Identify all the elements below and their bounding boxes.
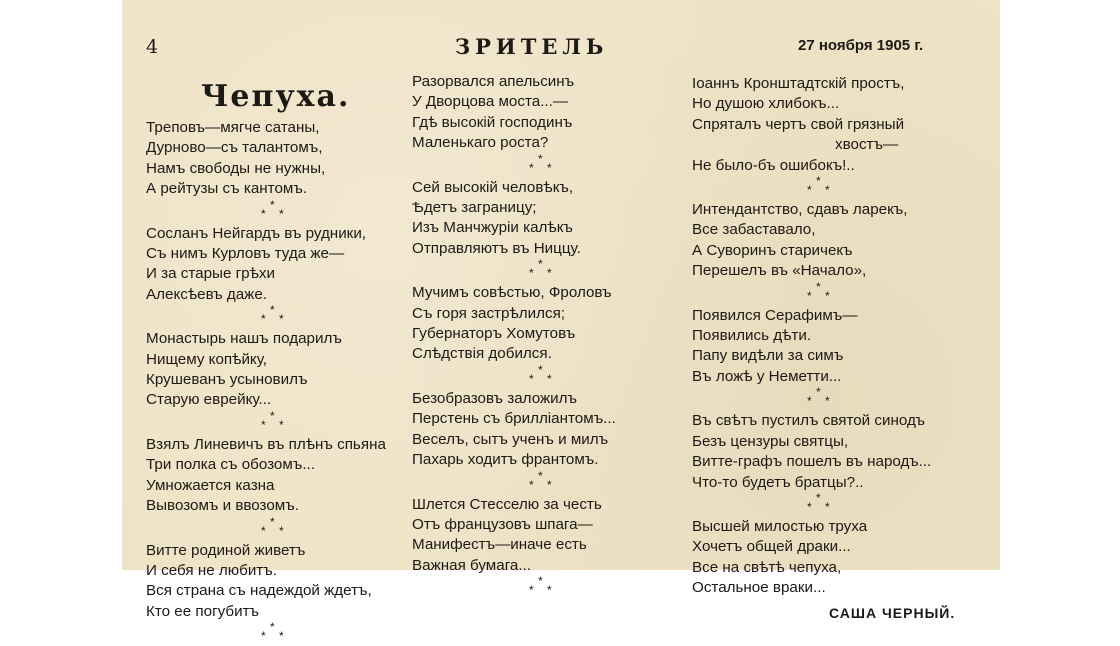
stanza-separator: * * * [261, 303, 284, 327]
stanza [412, 389, 682, 471]
verse-line: Разорвался апельсинъ [412, 73, 575, 90]
verse-line: хвостъ— [835, 136, 899, 154]
stanza-separator: * * * [261, 408, 284, 432]
verse-line: Съ нимъ Курловъ туда же— [146, 245, 345, 263]
verse-line: Вывозомъ и ввозомъ. [146, 497, 299, 515]
stanza-separator: * * * [261, 197, 284, 221]
verse-line: Перешелъ въ «Начало», [692, 262, 867, 280]
column-3 [692, 74, 992, 623]
verse-line: Витте родиной живетъ [146, 541, 306, 559]
verse-line: Высшей милостью труха [692, 517, 868, 535]
verse-line: Не было-бъ ошибокъ!.. [692, 156, 855, 174]
column-2 [412, 72, 682, 600]
stanza-separator: * * * [807, 279, 830, 303]
stanza-separator: * * * [807, 174, 830, 198]
stanza [412, 283, 682, 365]
stanza-separator: * * * [529, 574, 552, 598]
verse-line: Интендантство, сдавъ ларекъ, [692, 201, 908, 219]
verse-line: Сосланъ Нейгардъ въ рудники, [146, 224, 367, 242]
verse-line: Съ горя застрѣлился; [412, 304, 566, 322]
stanza-separator: * * * [529, 151, 552, 175]
stanza-separator: * * * [807, 490, 830, 514]
verse-line: Спряталъ чертъ свой грязный [692, 115, 905, 133]
stanza [692, 517, 992, 599]
stanza [146, 435, 406, 517]
verse-line: Нищему копѣйку, [146, 350, 268, 368]
verse-line: Веселъ, сытъ ученъ и милъ [412, 430, 609, 448]
verse-line: Алексѣевъ даже. [146, 285, 268, 303]
page-number: 4 [146, 36, 159, 58]
verse-line: Отъ французовъ шпага— [412, 515, 593, 533]
verse-line: Вся страна съ надеждой ждетъ, [146, 582, 372, 600]
verse-line: Мучимъ совѣстью, Фроловъ [412, 284, 612, 302]
stanza [692, 411, 992, 493]
verse-line: Но душою хлибокъ... [692, 95, 840, 113]
verse-line: Въ свѣтъ пустилъ святой синодъ [692, 412, 925, 430]
stanza-separator: * * * [261, 620, 284, 644]
verse-line: Витте-графъ пошелъ въ народъ... [692, 453, 932, 471]
verse-line: Все забаставало, [692, 221, 816, 239]
verse-line: Дурново—съ талантомъ, [146, 139, 323, 157]
verse-line: Перстень съ брилліантомъ... [412, 410, 616, 428]
verse-line: Старую еврейку... [146, 391, 272, 409]
stanza [146, 224, 406, 306]
verse-line: Намъ свободы не нужны, [146, 159, 326, 177]
verse-line: Взялъ Линевичъ въ плѣнъ спьяна [146, 435, 386, 453]
stanza [692, 306, 992, 388]
verse-line: Безъ цензуры святцы, [692, 432, 849, 450]
stanza-separator: * * * [807, 385, 830, 409]
page-header [122, 36, 1000, 66]
verse-line: Манифестъ—иначе есть [412, 536, 587, 554]
stanza-separator: * * * [529, 257, 552, 281]
author-signature: САША ЧЕРНЫЙ. [829, 604, 956, 621]
verse-line: Шлется Стесселю за честь [412, 495, 602, 513]
verse-line: Маленькаго роста? [412, 134, 549, 152]
verse-line: Гдѣ высокій господинъ [412, 113, 573, 131]
stanza [146, 541, 406, 623]
verse-line: А рейтузы съ кантомъ. [146, 180, 308, 198]
newspaper-page [122, 0, 1000, 644]
stanza [412, 72, 682, 154]
verse-line: И себя не любитъ. [146, 561, 277, 579]
verse-line: Губернаторъ Хомутовъ [412, 325, 576, 343]
verse-line: У Дворцова моста...— [412, 93, 569, 111]
stanza-separator: * * * [261, 514, 284, 538]
verse-line: Ѣдетъ заграницу; [412, 199, 537, 217]
verse-line: Изъ Манчжуріи калѣкъ [412, 219, 573, 237]
verse-line: Появились дѣти. [692, 327, 812, 345]
verse-line: Отправляютъ въ Ниццу. [412, 239, 581, 257]
stanza [692, 74, 992, 176]
stanza [146, 329, 406, 411]
issue-date: 27 ноября 1905 г. [798, 37, 924, 54]
verse-line: А Суворинъ старичекъ [692, 241, 853, 259]
poem-title: Чепуха. [201, 79, 351, 114]
stanza-separator: * * * [529, 468, 552, 492]
verse-line: Что-то будетъ братцы?.. [692, 473, 864, 491]
verse-line: Хочетъ общей драки... [692, 538, 851, 556]
stanza [692, 200, 992, 282]
stanza [412, 495, 682, 577]
verse-line: Важная бумага... [412, 556, 532, 574]
verse-line: Монастырь нашъ подарилъ [146, 330, 342, 348]
stanza-separator: * * * [529, 362, 552, 386]
verse-line: И за старые грѣхи [146, 265, 275, 283]
verse-line: Умножается казна [146, 476, 275, 494]
stanza [412, 178, 682, 260]
verse-line: Треповъ—мягче сатаны, [146, 119, 320, 136]
column-1 [146, 80, 406, 646]
verse-line: Остальное враки... [692, 579, 826, 597]
verse-line: Іоаннъ Кронштадтскій простъ, [692, 75, 905, 92]
verse-line: Появился Серафимъ— [692, 306, 858, 324]
verse-line: Крушеванъ усыновилъ [146, 371, 308, 389]
verse-line: Сей высокій человѣкъ, [412, 178, 574, 196]
verse-line: Три полка съ обозомъ... [146, 456, 315, 474]
stanza [146, 118, 406, 200]
verse-line: Слѣдствія добился. [412, 345, 552, 363]
verse-line: Все на свѣтѣ чепуха, [692, 558, 842, 576]
verse-line: Пахарь ходитъ франтомъ. [412, 451, 599, 469]
verse-line: Папу видѣли за симъ [692, 347, 844, 365]
masthead: ЗРИТЕЛЬ [455, 34, 609, 59]
verse-line: Безобразовъ заложилъ [412, 389, 577, 407]
verse-line: Въ ложѣ у Неметти... [692, 367, 842, 385]
verse-line: Кто ее погубитъ [146, 602, 260, 620]
